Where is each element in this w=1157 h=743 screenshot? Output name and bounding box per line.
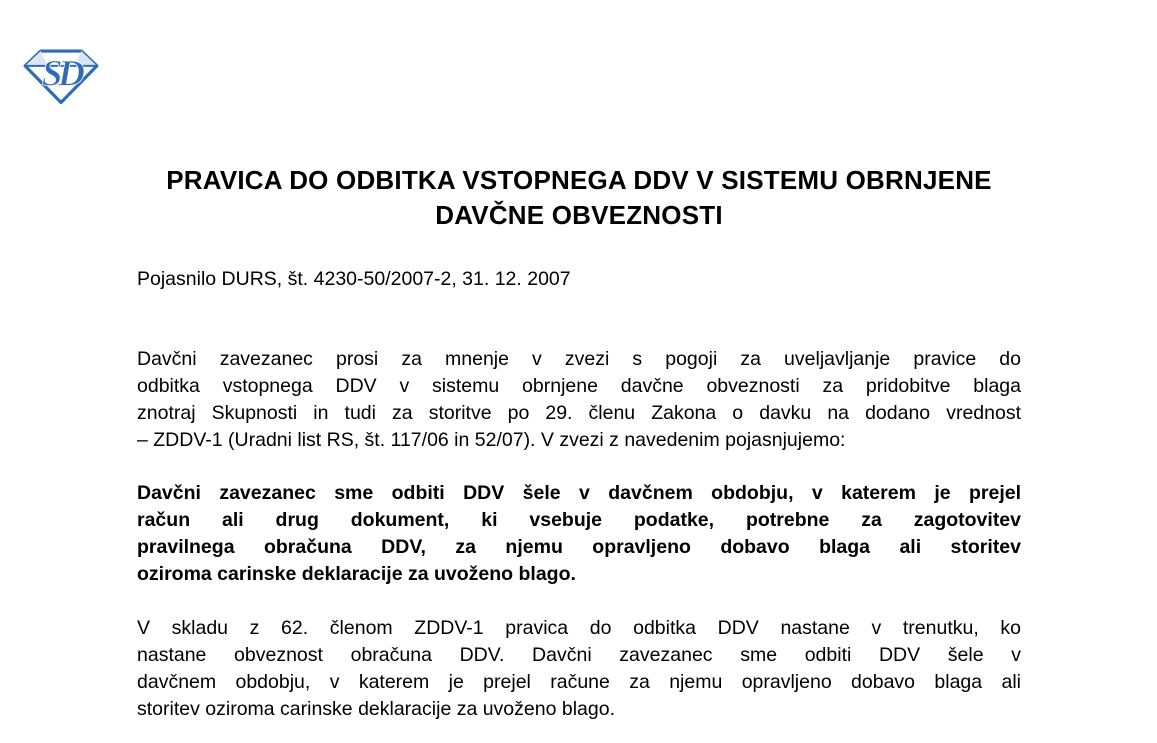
paragraph-line: oziroma carinske deklaracije za uvoženo blago. [137, 563, 576, 585]
paragraph-line: odbitka vstopnega DDV v sistemu obrnjene davčne obveznosti za pridobitve blaga [137, 375, 1021, 397]
paragraph-line: storitev oziroma carinske deklaracije za uvoženo blago. [137, 698, 615, 720]
document-content [137, 163, 1021, 723]
paragraph-line: davčnem obdobju, v katerem je prejel račune za njemu opravljeno dobavo blaga ali [137, 671, 1021, 693]
sd-gem-logo [22, 47, 100, 105]
title-line-1: PRAVICA DO ODBITKA VSTOPNEGA DDV V SISTEMU OBRNJENE [166, 165, 992, 195]
paragraph-line: Davčni zavezanec sme odbiti DDV šele v davčnem obdobju, v katerem je prejel [137, 482, 1021, 504]
paragraph-line: Davčni zavezanec prosi za mnenje v zvezi s pogoji za uveljavljanje pravice do [137, 348, 1021, 370]
paragraph-line: pravilnega obračuna DDV, za njemu opravljeno dobavo blaga ali storitev [137, 536, 1021, 558]
paragraph-request [137, 346, 1021, 454]
paragraph-ruling-bold [137, 480, 1021, 588]
paragraph-explanation [137, 615, 1021, 723]
page-title [137, 163, 1021, 233]
paragraph-line: nastane obveznost obračuna DDV. Davčni zavezanec sme odbiti DDV šele v [137, 644, 1021, 666]
paragraph-line: – ZDDV-1 (Uradni list RS, št. 117/06 in 52/07). V zvezi z navedenim pojasnjujemo: [137, 429, 846, 451]
paragraph-line: račun ali drug dokument, ki vsebuje podatke, potrebne za zagotovitev [137, 509, 1021, 531]
document-reference: Pojasnilo DURS, št. 4230-50/2007-2, 31. 12. 2007 [137, 268, 571, 290]
paragraph-line: V skladu z 62. členom ZDDV-1 pravica do odbitka DDV nastane v trenutku, ko [137, 617, 1021, 639]
paragraph-line: znotraj Skupnosti in tudi za storitve po 29. členu Zakona o davku na dodano vrednost [137, 402, 1021, 424]
title-line-2: DAVČNE OBVEZNOSTI [435, 200, 723, 230]
logo-letters: SD [41, 53, 81, 95]
